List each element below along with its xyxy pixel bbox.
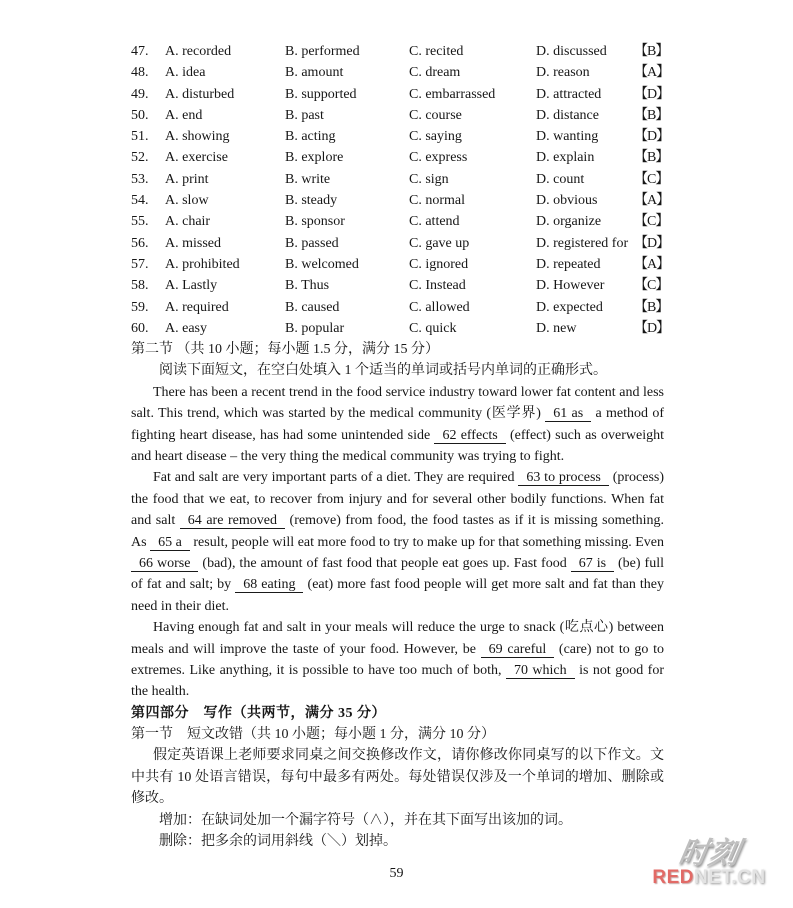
option-d: D. attracted — [536, 86, 602, 102]
option-b: B. performed — [285, 44, 360, 59]
option-c: C. ignored — [409, 256, 469, 272]
passage-paragraph-1: There has been a recent trend in the food service industry toward lower fat content and less salt. This trend, which was started by the medical community (医学界) 61 as a method of fighting heart disease, has had some unintended side 62 effects (effect) such as overweight and heart disease – the very thing the medical community was trying to fight. — [131, 384, 664, 464]
option-c: C. Instead — [409, 278, 466, 294]
fill-in-blank: 61 as — [545, 406, 591, 422]
question-number: 47. — [131, 44, 149, 59]
option-b: B. popular — [285, 320, 345, 336]
question-row — [131, 190, 670, 211]
question-row — [131, 254, 670, 275]
passage-paragraph-2: Fat and salt are very important parts of a diet. They are required 63 to process (process) the food that we eat, to recover from injury and for several other bodily functions. When fat and salt 64 are removed (remove) from food, the food tastes as if it is missing something. As 65 a result, people will eat more food to try to make up for that something missing. Even 66 worse (bad), the amount of fast food that people eat goes up. Fast food 67 is (be) full of fat and salt; by 68 eating (eat) more fast food people will get more salt and fat than they need in their diet. — [131, 470, 665, 614]
question-row — [131, 84, 670, 105]
answer-key: 【B】 — [634, 150, 669, 166]
page-number: 59 — [389, 865, 404, 881]
option-c: C. embarrassed — [409, 86, 496, 102]
question-number: 56. — [131, 235, 149, 251]
fill-in-blank: 65 a — [150, 535, 190, 551]
brand-gray-text: NET.CN — [694, 867, 766, 888]
fill-in-blank: 70 which — [506, 663, 575, 679]
answer-key: 【C】 — [634, 171, 669, 187]
answer-key: 【A】 — [634, 256, 670, 272]
answer-key: 【B】 — [634, 299, 669, 315]
part4-sub-heading: 第一节 短文改错（共 10 小题；每小题 1 分，满分 10 分） — [131, 727, 495, 743]
option-d: D. organize — [536, 214, 602, 230]
question-number: 57. — [131, 256, 149, 272]
page-content — [131, 41, 670, 852]
fill-in-blank: 66 worse — [131, 556, 198, 572]
question-row — [131, 297, 669, 318]
option-a: A. recorded — [165, 44, 232, 59]
option-c: C. normal — [409, 193, 465, 209]
question-number: 59. — [131, 299, 149, 315]
option-c: C. saying — [409, 129, 462, 145]
option-a: A. chair — [165, 214, 211, 230]
option-a: A. exercise — [165, 150, 228, 166]
option-d: D. However — [536, 278, 605, 294]
answer-key: 【D】 — [634, 320, 670, 336]
answer-key: 【D】 — [634, 86, 670, 102]
option-a: A. required — [165, 299, 229, 315]
option-a: A. idea — [165, 65, 206, 81]
option-a: A. easy — [165, 320, 207, 336]
option-d: D. repeated — [536, 256, 601, 272]
option-d: D. expected — [536, 299, 603, 315]
option-a: A. slow — [165, 193, 209, 209]
fill-in-blank: 69 careful — [481, 642, 555, 658]
shike-logo: 时刻 — [676, 837, 742, 870]
option-d: D. reason — [536, 65, 590, 81]
option-b: B. past — [285, 107, 324, 123]
fill-in-blank: 63 to process — [518, 470, 609, 486]
part4-heading: 第四部分 写作（共两节，满分 35 分） — [131, 705, 386, 721]
fill-in-blank: 67 is — [571, 556, 614, 572]
question-row — [131, 147, 669, 168]
answer-key: 【D】 — [634, 129, 670, 145]
option-d: D. new — [536, 320, 577, 336]
question-row — [131, 41, 669, 62]
option-b: B. explore — [285, 150, 344, 166]
option-a: A. disturbed — [165, 86, 235, 102]
option-d: D. discussed — [536, 44, 607, 59]
option-a: A. missed — [165, 235, 221, 251]
option-c: C. course — [409, 107, 462, 123]
question-row — [131, 169, 669, 190]
part4-instruction: 假定英语课上老师要求同桌之间交换修改作文，请你修改你同桌写的以下作文。文中共有 10 处语言错误，每句中最多有两处。每处错误仅涉及一个单词的增加、删除或修改。 — [131, 748, 664, 807]
question-row — [131, 105, 669, 126]
option-a: A. print — [165, 171, 209, 187]
option-d: D. explain — [536, 150, 595, 166]
option-b: B. write — [285, 171, 331, 187]
option-b: B. steady — [285, 193, 338, 209]
option-a: A. end — [165, 107, 203, 123]
option-d: D. registered for — [536, 235, 629, 251]
answer-key: 【A】 — [634, 193, 670, 209]
question-number: 55. — [131, 214, 149, 230]
option-c: C. quick — [409, 320, 457, 336]
fill-in-blank: 68 eating — [235, 577, 303, 593]
question-number: 54. — [131, 193, 149, 209]
question-row — [131, 126, 670, 147]
option-c: C. express — [409, 150, 468, 166]
questions-table — [131, 41, 670, 339]
option-b: B. acting — [285, 129, 336, 145]
question-number: 51. — [131, 129, 149, 145]
option-b: B. supported — [285, 86, 357, 102]
part4-delete-rule: 删除：把多余的词用斜线（＼）划掉。 — [159, 833, 397, 849]
section2-heading: 第二节 （共 10 小题；每小题 1.5 分，满分 15 分） — [131, 342, 439, 358]
answer-key: 【A】 — [634, 65, 670, 81]
question-number: 50. — [131, 107, 149, 123]
option-d: D. obvious — [536, 193, 598, 209]
option-b: B. passed — [285, 235, 339, 251]
passage-paragraph-3: Having enough fat and salt in your meals will reduce the urge to snack (吃点心) between meals and will improve the taste of your food. However, be 69 careful (care) not to go to extremes. Like anything, it is possible to have too much of both, 70 which is not good for the health. — [131, 620, 665, 700]
question-row — [131, 275, 669, 296]
question-number: 52. — [131, 150, 149, 166]
question-row — [131, 62, 670, 83]
brand-red-text: RED — [652, 867, 694, 888]
option-d: D. distance — [536, 107, 599, 123]
answer-key: 【D】 — [634, 235, 670, 251]
option-c: C. dream — [409, 65, 461, 81]
question-number: 60. — [131, 320, 149, 336]
option-b: B. Thus — [285, 278, 330, 294]
question-number: 53. — [131, 171, 149, 187]
option-a: A. prohibited — [165, 256, 240, 272]
fill-in-blank: 64 are removed — [180, 513, 285, 529]
option-d: D. count — [536, 171, 585, 187]
option-b: B. amount — [285, 65, 344, 81]
question-row — [131, 233, 670, 254]
question-number: 49. — [131, 86, 149, 102]
answer-key: 【B】 — [634, 107, 669, 123]
option-c: C. sign — [409, 171, 449, 187]
question-number: 58. — [131, 278, 149, 294]
fill-in-blank: 62 effects — [434, 428, 505, 444]
answer-key: 【C】 — [634, 278, 669, 294]
option-b: B. sponsor — [285, 214, 345, 230]
option-c: C. recited — [409, 44, 464, 59]
question-row — [131, 211, 669, 232]
option-c: C. gave up — [409, 235, 470, 251]
question-number: 48. — [131, 65, 149, 81]
option-a: A. Lastly — [165, 278, 218, 294]
option-c: C. attend — [409, 214, 460, 230]
option-b: B. caused — [285, 299, 340, 315]
part4-add-rule: 增加：在缺词处加一个漏字符号（∧），并在其下面写出该加的词。 — [159, 812, 572, 828]
option-d: D. wanting — [536, 129, 599, 145]
answer-key: 【C】 — [634, 214, 669, 230]
section2-instruction: 阅读下面短文，在空白处填入 1 个适当的单词或括号内单词的正确形式。 — [159, 363, 607, 379]
option-c: C. allowed — [409, 299, 470, 315]
answer-key: 【B】 — [634, 44, 669, 59]
option-b: B. welcomed — [285, 256, 359, 272]
option-a: A. showing — [165, 129, 230, 145]
question-row — [131, 318, 670, 339]
